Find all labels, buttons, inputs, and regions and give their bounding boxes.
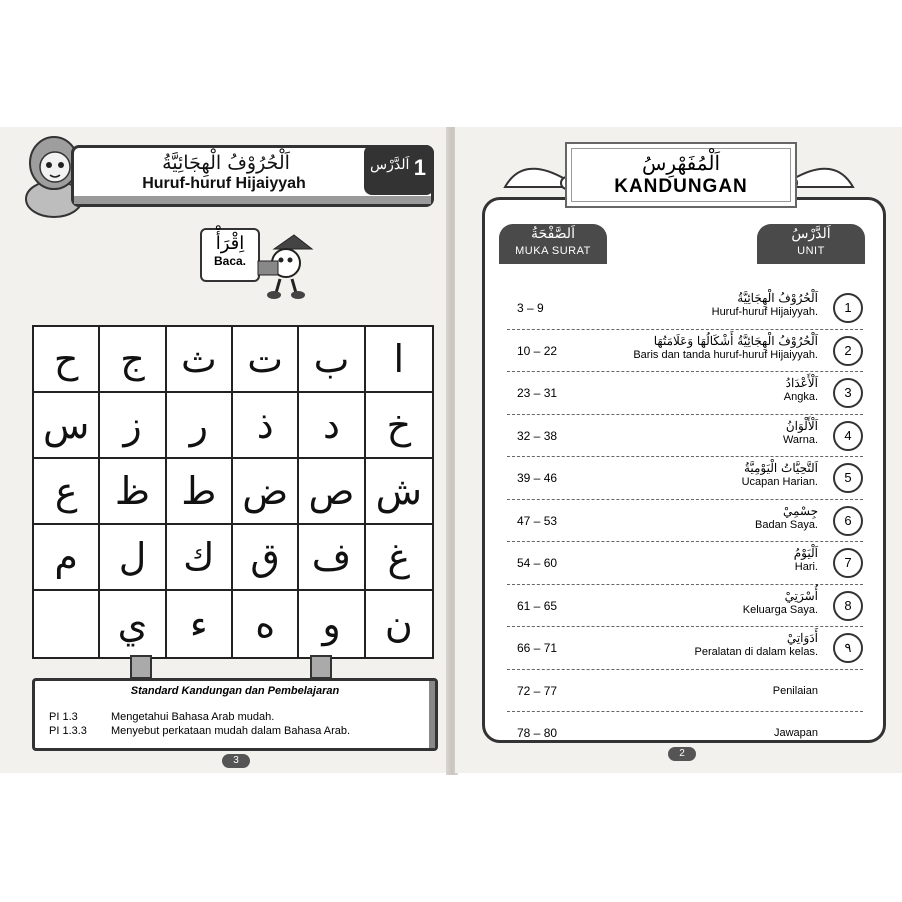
contents-page-range: 78 – 80 [517, 726, 558, 740]
contents-titles [633, 334, 818, 361]
unit-number-badge: ٩ [833, 633, 863, 663]
letter-cell: ط [167, 459, 233, 525]
contents-row [507, 542, 863, 585]
column-header-unit-label: UNIT [797, 245, 825, 257]
unit-number-badge: 2 [833, 336, 863, 366]
lesson-number: 1 [413, 155, 426, 180]
letter-cell [34, 591, 100, 657]
left-fan-ornament-icon [503, 155, 573, 191]
contents-row [507, 457, 863, 500]
contents-titles [743, 589, 818, 616]
letter-cell: غ [366, 525, 432, 591]
standard-text: Menyebut perkataan mudah dalam Bahasa Arab. [111, 725, 351, 737]
letter-cell: ه [233, 591, 299, 657]
contents-page-range: 61 – 65 [517, 598, 558, 613]
contents-row [507, 585, 863, 628]
letter-cell: ص [299, 459, 365, 525]
column-header-unit [757, 224, 865, 264]
contents-title-arabic: اَلْمُفَهْرِسُ [642, 151, 720, 175]
book-spread [0, 127, 902, 775]
lesson-title-arabic: اَلْحُرُوْفُ الْهِجَائِيَّةُ [162, 152, 290, 174]
contents-row [507, 330, 863, 373]
contents-row [507, 372, 863, 415]
contents-title: Baris dan tanda huruf-huruf Hijaiyyah. [633, 348, 818, 361]
contents-title-arabic: أُسْرَتِيْ [784, 588, 818, 603]
contents-titles [794, 546, 818, 573]
unit-number-badge: 5 [833, 463, 863, 493]
right-page [455, 127, 902, 773]
contents-title: Keluarga Saya. [742, 603, 818, 616]
contents-list [507, 287, 863, 754]
letter-cell: ل [100, 525, 166, 591]
contents-row [507, 500, 863, 543]
standards-box [32, 678, 438, 751]
page-number: 3 [222, 754, 250, 768]
letter-cell: م [34, 525, 100, 591]
contents-title-arabic: اَلْيَوْمُ [793, 546, 818, 560]
letter-cell: ف [299, 525, 365, 591]
contents-page-range: 47 – 53 [517, 513, 558, 528]
contents-titles [784, 376, 818, 403]
letter-cell: ح [34, 327, 100, 393]
contents-title: Jawapan [773, 727, 818, 739]
unit-number-badge: 1 [833, 293, 863, 323]
contents-row [507, 627, 863, 670]
contents-page-range: 72 – 77 [517, 683, 558, 698]
reading-character-icon [254, 227, 314, 301]
grid-peg [130, 655, 152, 679]
contents-title: Peralatan di dalam kelas. [694, 646, 818, 658]
letter-cell: ث [167, 327, 233, 393]
left-page [0, 127, 448, 773]
contents-page-range: 66 – 71 [517, 641, 558, 655]
contents-titles [712, 291, 818, 318]
letter-cell: ك [167, 525, 233, 591]
read-prompt-arabic: اِقْرَأْ [215, 233, 245, 254]
letter-cell: و [299, 591, 365, 657]
contents-titles [783, 419, 818, 446]
letter-cell: د [299, 393, 365, 459]
contents-title: Badan Saya. [755, 518, 818, 531]
contents-title-arabic: أَدَوَاتِيْ [786, 631, 818, 645]
contents-titles [774, 726, 818, 739]
unit-number-badge: 8 [833, 591, 863, 621]
unit-number-badge: 7 [833, 548, 863, 578]
contents-row [507, 415, 863, 458]
letter-cell: س [34, 393, 100, 459]
letter-cell: خ [366, 393, 432, 459]
contents-title: Warna. [782, 433, 818, 446]
contents-titles [755, 504, 818, 531]
column-header-pages-arabic: اَلصَّفْحَةُ [531, 226, 575, 242]
unit-number-badge: 6 [833, 506, 863, 536]
lesson-tab-label: اَلدَّرْس [370, 157, 410, 173]
lesson-banner [71, 145, 434, 207]
contents-titles [773, 684, 818, 697]
standard-code: PI 1.3 [49, 711, 78, 723]
letter-cell: ي [100, 591, 166, 657]
contents-title-arabic: اَلْحُرُوْفُ الْهِجَائِيَّةُ [737, 291, 818, 305]
letter-cell: ا [366, 327, 432, 393]
column-header-pages-label: MUKA SURAT [515, 245, 591, 257]
unit-number-badge: 4 [833, 421, 863, 451]
letter-cell: ب [299, 327, 365, 393]
contents-title-arabic: اَلْأَعْدَادُ [785, 376, 818, 390]
letter-cell: ش [366, 459, 432, 525]
letter-cell: ر [167, 393, 233, 459]
column-header-unit-arabic: اَلدَّرْسُ [791, 226, 831, 242]
contents-page-range: 3 – 9 [517, 301, 544, 315]
contents-titles [694, 631, 818, 658]
contents-row [507, 670, 863, 713]
standard-item [49, 711, 274, 723]
letter-cell: ظ [100, 459, 166, 525]
contents-title: Huruf-huruf Hijaiyyah. [711, 306, 818, 318]
column-header-pages [499, 224, 607, 264]
page-number: 2 [668, 747, 696, 761]
letter-cell: ن [384, 602, 413, 646]
unit-number-badge: 3 [833, 378, 863, 408]
letter-cell: ت [233, 327, 299, 393]
lesson-tab [364, 145, 434, 195]
standard-text: Mengetahui Bahasa Arab mudah. [111, 711, 275, 723]
standard-item [49, 725, 350, 737]
contents-title-arabic: اَلتَّحِيَّاتُ الْيَوْمِيَّةُ [743, 461, 818, 475]
standards-title: Standard Kandungan dan Pembelajaran [130, 685, 340, 697]
contents-title: KANDUNGAN [614, 176, 748, 197]
hijaiyyah-letter-grid [32, 325, 434, 659]
contents-title-arabic: اَلْحُرُوْفُ الْهِجَائِيَّةُ أَشْكَالُهَا وَعَلَامَتُهَا [653, 333, 818, 348]
contents-title: Hari. [794, 561, 818, 573]
contents-page-range: 10 – 22 [517, 343, 558, 358]
contents-title: Penilaian [772, 684, 818, 697]
letter-cell: ع [34, 459, 100, 525]
contents-page-range: 54 – 60 [517, 556, 558, 570]
read-prompt [200, 228, 260, 282]
contents-title-arabic: اَلْأَلْوَانُ [785, 418, 818, 433]
letter-cell: ض [233, 459, 299, 525]
contents-frame [482, 197, 886, 743]
contents-header [565, 142, 797, 208]
letter-cell: ذ [233, 393, 299, 459]
letter-cell: ق [233, 525, 299, 591]
contents-row [507, 287, 863, 330]
lesson-title: Huruf-huruf Hijaiyyah [142, 175, 306, 192]
read-prompt-label: Baca. [213, 254, 247, 268]
contents-page-range: 23 – 31 [517, 386, 558, 400]
grid-peg [310, 655, 332, 679]
letter-cell: ج [100, 327, 166, 393]
standard-code: PI 1.3.3 [49, 725, 87, 737]
letter-cell: ء [167, 591, 233, 657]
banner-stripe [74, 196, 431, 204]
letter-cell: ز [100, 393, 166, 459]
contents-titles [742, 461, 818, 488]
contents-page-range: 39 – 46 [517, 471, 558, 485]
contents-title: Angka. [783, 391, 818, 403]
contents-page-range: 32 – 38 [517, 428, 558, 443]
contents-title-arabic: جِسْمِيْ [782, 503, 818, 518]
contents-title: Ucapan Harian. [741, 476, 818, 488]
